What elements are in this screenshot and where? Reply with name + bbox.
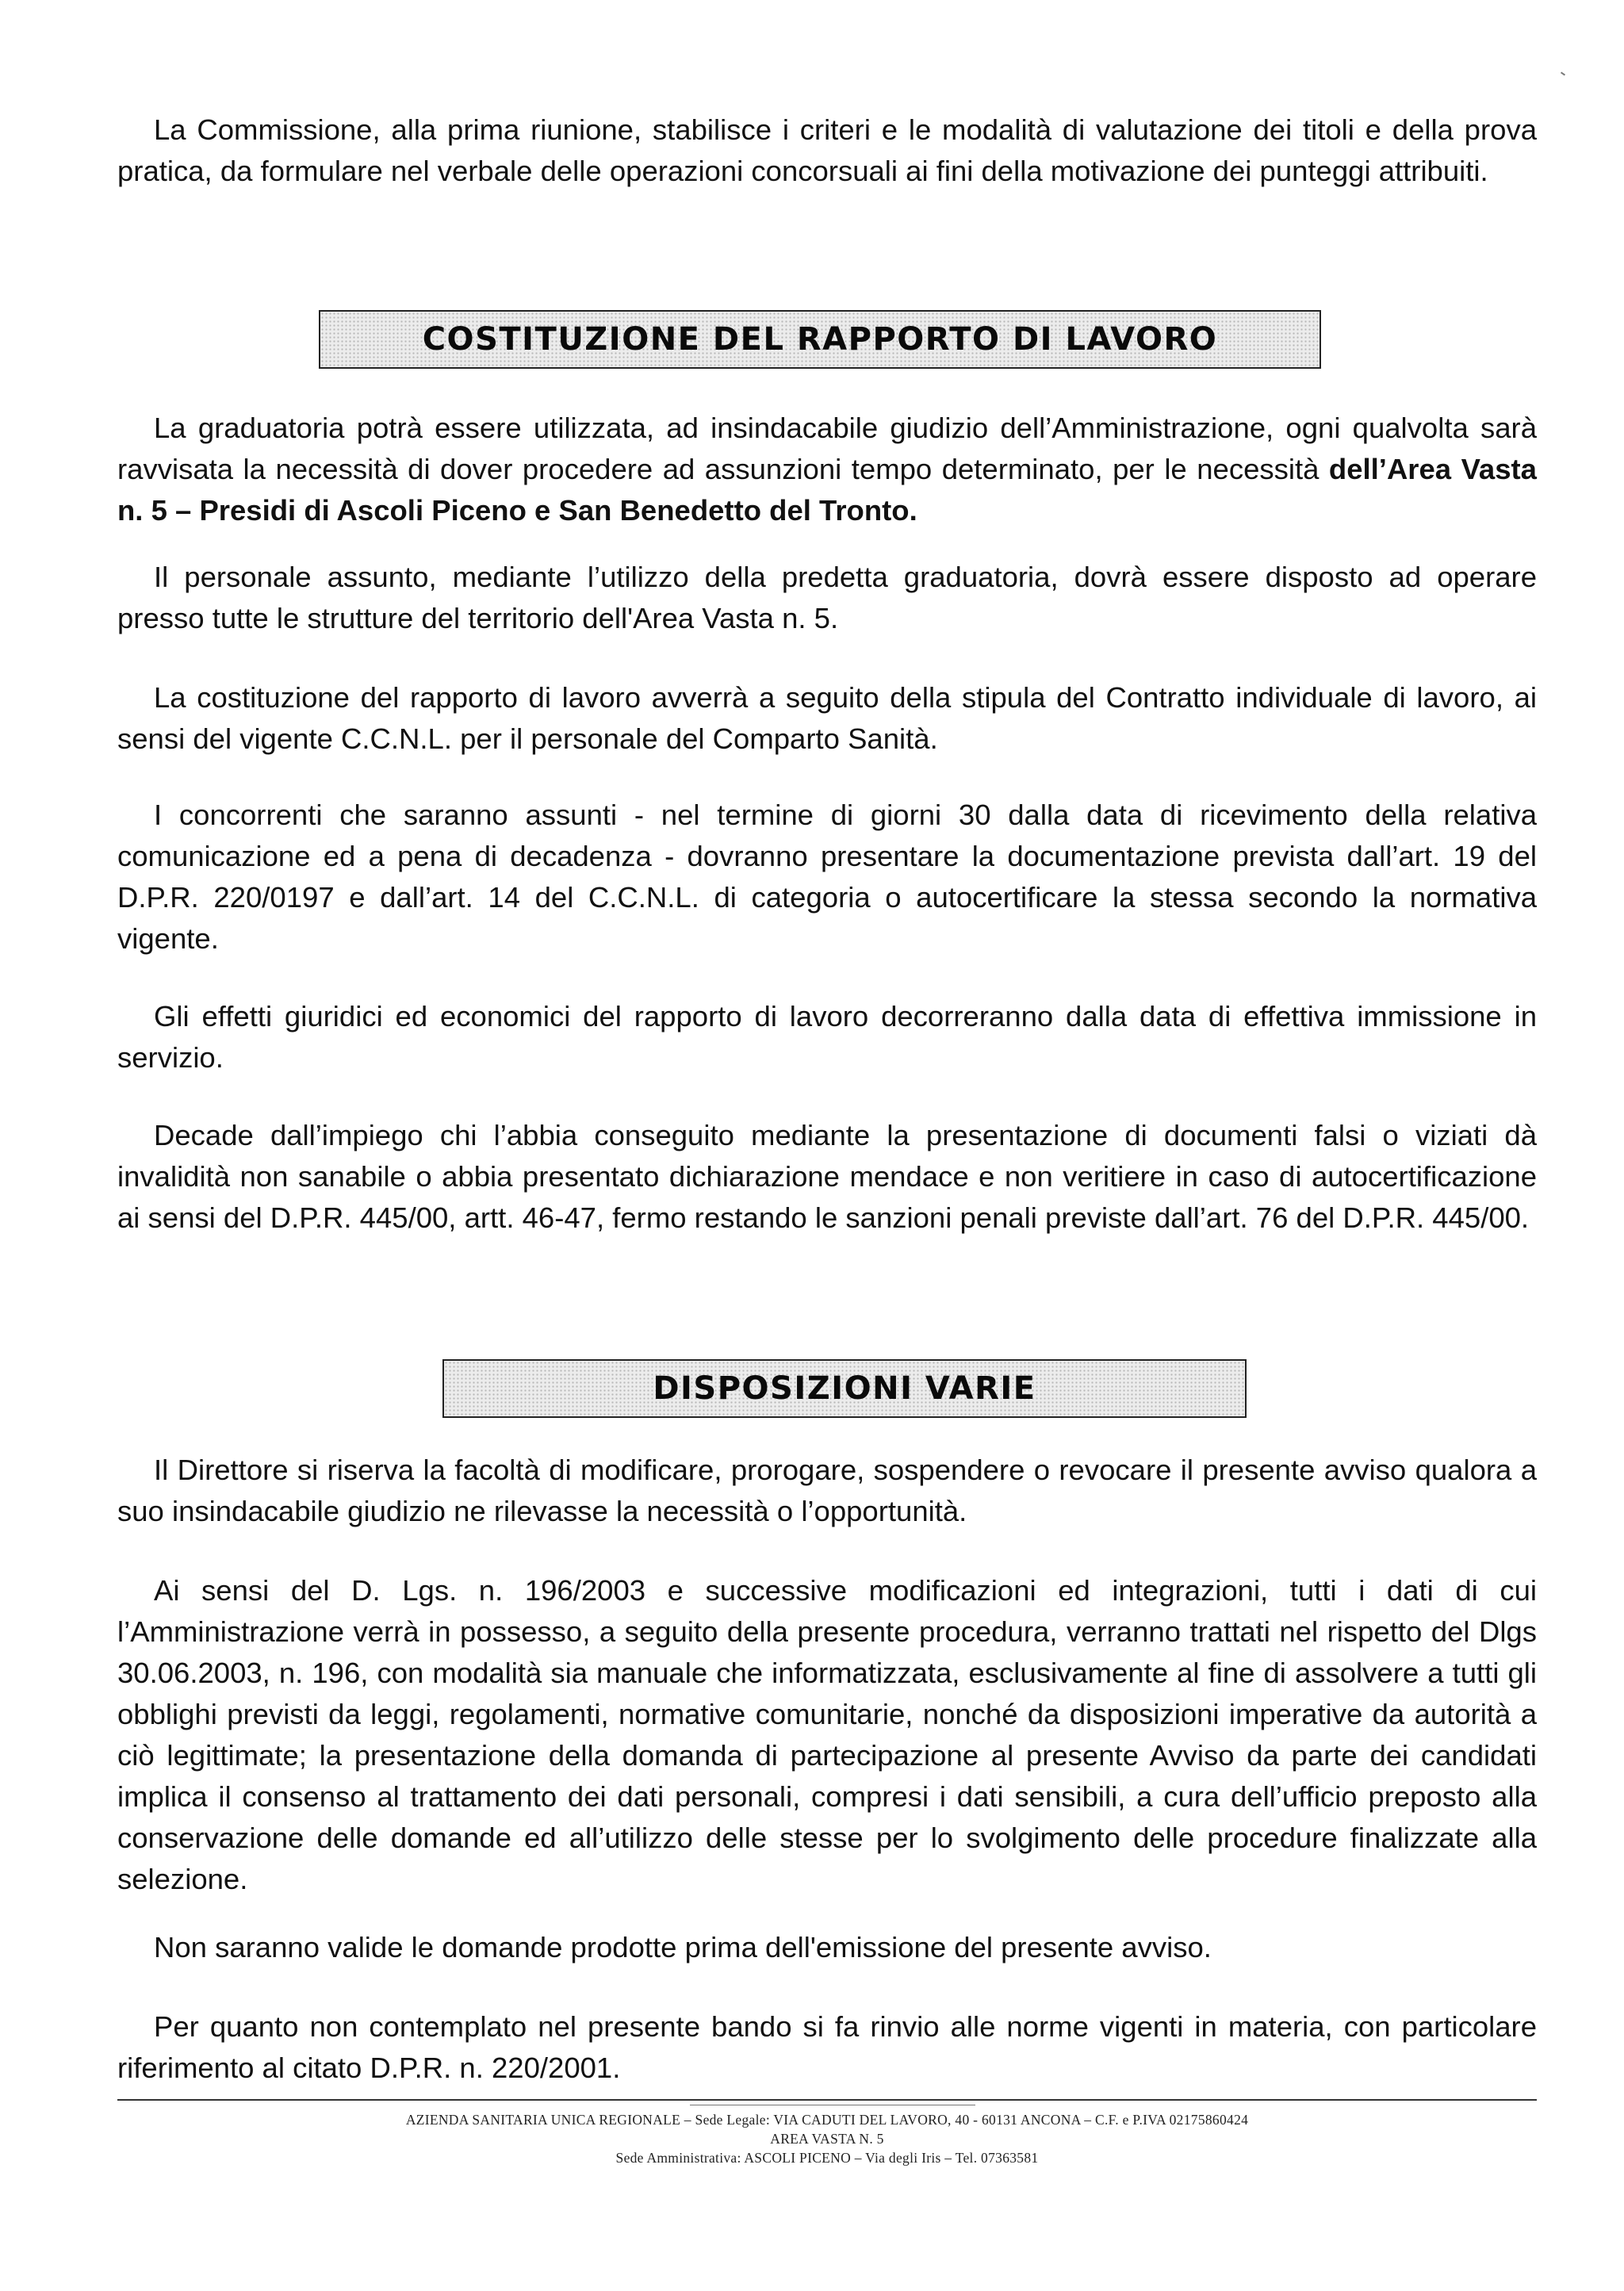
footer-divider <box>117 2099 1537 2101</box>
footer-line-1: AZIENDA SANITARIA UNICA REGIONALE – Sede Legale: VIA CADUTI DEL LAVORO, 40 - 60131 ANCONA – C.F. e P.IVA 02175860424 <box>405 2112 1249 2128</box>
footer-line-3: Sede Amministrativa: ASCOLI PICENO – Via degli Iris – Tel. 07363581 <box>615 2150 1039 2166</box>
costituzione-paragraph-4: I concorrenti che saranno assunti - nel termine di giorni 30 dalla data di ricevimento della relativa comunicazione ed a pena di decadenza - dovranno presentare la documentazione prevista dall’art. 19 del D.P.R. 220/0197 e dall’art. 14 del C.C.N.L. di categoria o autocertificare la stessa secondo la normativa vigente. <box>117 799 1537 955</box>
costituzione-paragraph-6: Decade dall’impiego chi l’abbia conseguito mediante la presentazione di documenti falsi o viziati dà invalidità non sanabile o abbia presentato dichiarazione mendace e non veritiere in caso di autocertificazione ai sensi del D.P.R. 445/00, artt. 46-47, fermo restando le sanzioni penali previste dall’art. 76 del D.P.R. 445/00. <box>117 1119 1537 1234</box>
disposizioni-paragraph-3: Non saranno valide le domande prodotte prima dell'emissione del presente avviso. <box>154 1931 1212 1963</box>
scan-mark <box>1561 71 1565 75</box>
costituzione-paragraph-2: Il personale assunto, mediante l’utilizzo della predetta graduatoria, dovrà essere disposto ad operare presso tutte le strutture del territorio dell'Area Vasta n. 5. <box>117 561 1537 634</box>
heading-disposizioni <box>442 1359 1247 1418</box>
heading-disposizioni-label: DISPOSIZIONI VARIE <box>653 1370 1036 1407</box>
costituzione-paragraph-5: Gli effetti giuridici ed economici del rapporto di lavoro decorreranno dalla data di effettiva immissione in servizio. <box>117 1000 1537 1074</box>
costituzione-paragraph-3: La costituzione del rapporto di lavoro avverrà a seguito della stipula del Contratto individuale di lavoro, ai sensi del vigente C.C.N.L. per il personale del Comparto Sanità. <box>117 681 1537 755</box>
costituzione-paragraph-1-bold: dell’Area Vasta n. 5 – Presidi di Ascoli Piceno e San Benedetto del Tronto. <box>117 453 1537 527</box>
disposizioni-paragraph-1: Il Direttore si riserva la facoltà di modificare, prorogare, sospendere o revocare il presente avviso qualora a suo insindacabile giudizio ne rilevasse la necessità o l’opportunità. <box>117 1454 1537 1527</box>
disposizioni-paragraph-4: Per quanto non contemplato nel presente bando si fa rinvio alle norme vigenti in materia, con particolare riferimento al citato D.P.R. n. 220/2001. <box>117 2010 1537 2084</box>
disposizioni-paragraph-2: Ai sensi del D. Lgs. n. 196/2003 e successive modificazioni ed integrazioni, tutti i dati di cui l’Amministrazione verrà in possesso, a seguito della presente procedura, verranno trattati nel rispetto del Dlgs 30.06.2003, n. 196, con modalità sia manuale che informatizzata, esclusivamente al fine di assolvere a tutti gli obblighi previsti da leggi, regolamenti, normative comunitarie, nonché da disposizioni imperative da autorità a ciò legittimate; la presentazione della domanda di partecipazione al presente Avviso da parte dei candidati implica il consenso al trattamento dei dati personali, compresi i dati sensibili, a cura dell’ufficio preposto alla conservazione delle domande ed all’utilizzo delle stesse per lo svolgimento delle procedure finalizzate alla selezione. <box>117 1574 1537 1895</box>
heading-costituzione <box>319 310 1321 369</box>
heading-costituzione-label: COSTITUZIONE DEL RAPPORTO DI LAVORO <box>422 321 1218 358</box>
costituzione-paragraph-1-text: La graduatoria potrà essere utilizzata, ad insindacabile giudizio dell’Amministrazione, ogni qualvolta sarà ravvisata la necessità di dover procedere ad assunzioni tempo determinato, per le necessità <box>117 412 1537 485</box>
intro-paragraph: La Commissione, alla prima riunione, stabilisce i criteri e le modalità di valutazione dei titoli e della prova pratica, da formulare nel verbale delle operazioni concorsuali ai fini della motivazione dei punteggi attribuiti. <box>117 113 1537 187</box>
costituzione-paragraph-1 <box>117 408 1537 531</box>
footer-line-2: AREA VASTA N. 5 <box>770 2131 884 2147</box>
